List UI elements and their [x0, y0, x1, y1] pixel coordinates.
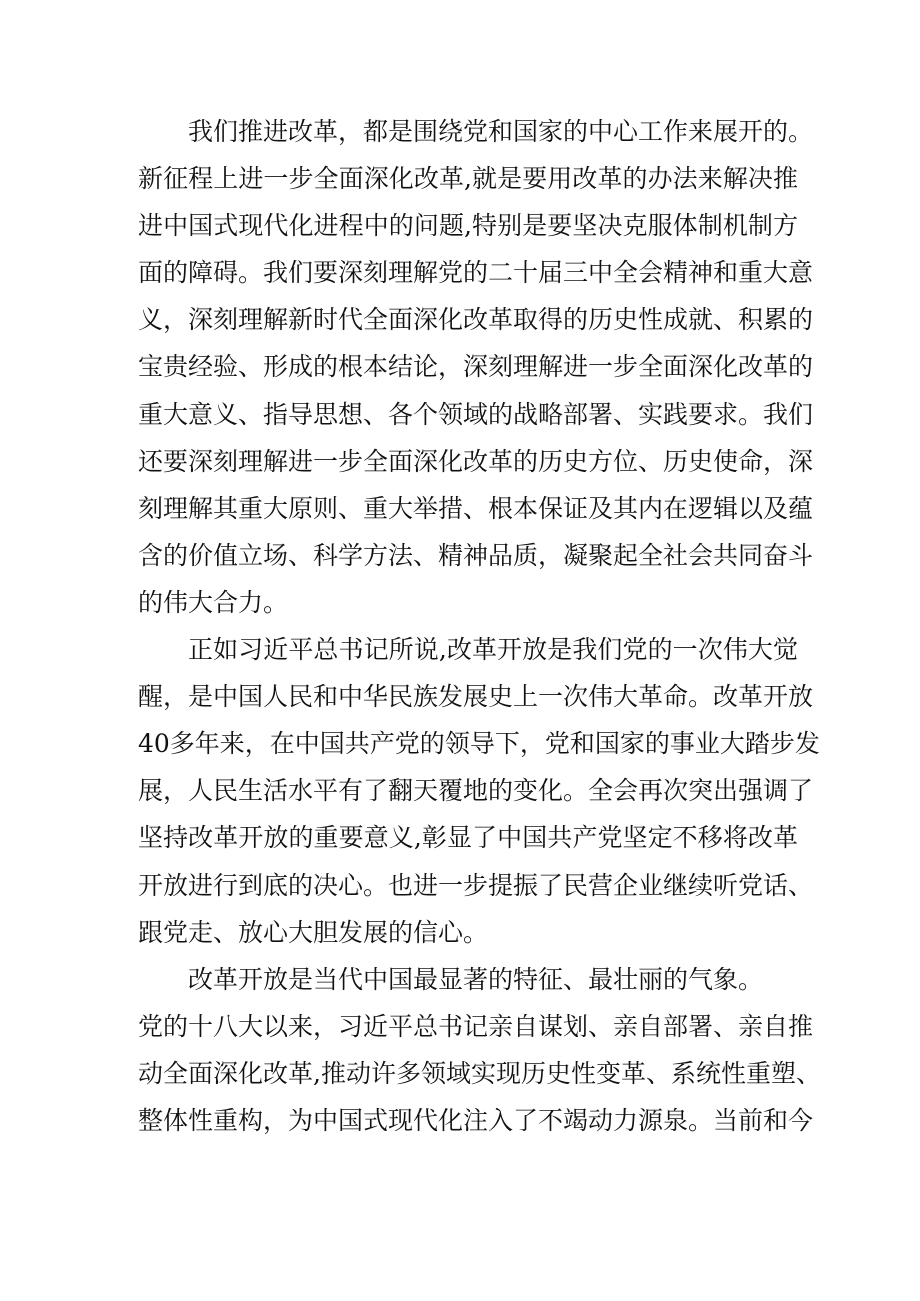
paragraph-line: 醒，是中国人民和中华民族发展史上一次伟大革命。改革开放 — [138, 682, 814, 712]
paragraph-line: 宝贵经验、形成的根本结论，深刻理解进一步全面深化改革的 — [138, 352, 814, 382]
paragraph-line: 整体性重构，为中国式现代化注入了不竭动力源泉。当前和今 — [138, 1105, 814, 1135]
paragraph-line: 40多年来，在中国共产党的领导下，党和国家的事业大踏步发 — [138, 729, 820, 759]
paragraph-line: 我们推进改革，都是围绕党和国家的中心工作来展开的。 — [188, 117, 814, 146]
paragraph-line: 义，深刻理解新时代全面深化改革取得的历史性成就、积累的 — [138, 305, 814, 335]
paragraph-2 — [138, 626, 820, 956]
paragraph-line: 进中国式现代化进程中的问题,特别是要坚决克服体制机制方 — [138, 211, 798, 241]
paragraph-line: 展，人民生活水平有了翻天覆地的变化。全会再次突出强调了 — [138, 776, 814, 806]
paragraph-line: 党的十八大以来，习近平总书记亲自谋划、亲自部署、亲自推 — [138, 1011, 814, 1041]
paragraph-line: 动全面深化改革,推动许多领域实现历史性变革、系统性重塑、 — [138, 1058, 821, 1088]
paragraph-1 — [138, 108, 814, 626]
paragraph-line: 还要深刻理解进一步全面深化改革的历史方位、历史使命，深 — [138, 446, 814, 476]
paragraph-3 — [138, 956, 821, 1144]
paragraph-line: 重大意义、指导思想、各个领域的战略部署、实践要求。我们 — [138, 399, 814, 429]
paragraph-line: 新征程上进一步全面深化改革,就是要用改革的办法来解决推 — [138, 164, 798, 194]
paragraph-line: 含的价值立场、科学方法、精神品质，凝聚起全社会共同奋斗 — [138, 540, 814, 570]
paragraph-line: 刻理解其重大原则、重大举措、根本保证及其内在逻辑以及蕴 — [138, 493, 814, 523]
document-body — [138, 108, 821, 1144]
paragraph-line: 改革开放是当代中国最显著的特征、最壮丽的气象。 — [188, 964, 764, 994]
paragraph-line: 跟党走、放心大胆发展的信心。 — [138, 917, 489, 947]
paragraph-line: 开放进行到底的决心。也进一步提振了民营企业继续听党话、 — [138, 870, 814, 900]
paragraph-line: 面的障碍。我们要深刻理解党的二十届三中全会精神和重大意 — [138, 258, 814, 288]
paragraph-line: 正如习近平总书记所说,改革开放是我们党的一次伟大觉 — [188, 635, 798, 665]
paragraph-line: 坚持改革开放的重要意义,彰显了中国共产党坚定不移将改革 — [138, 823, 798, 853]
paragraph-line: 的伟大合力。 — [138, 587, 289, 617]
